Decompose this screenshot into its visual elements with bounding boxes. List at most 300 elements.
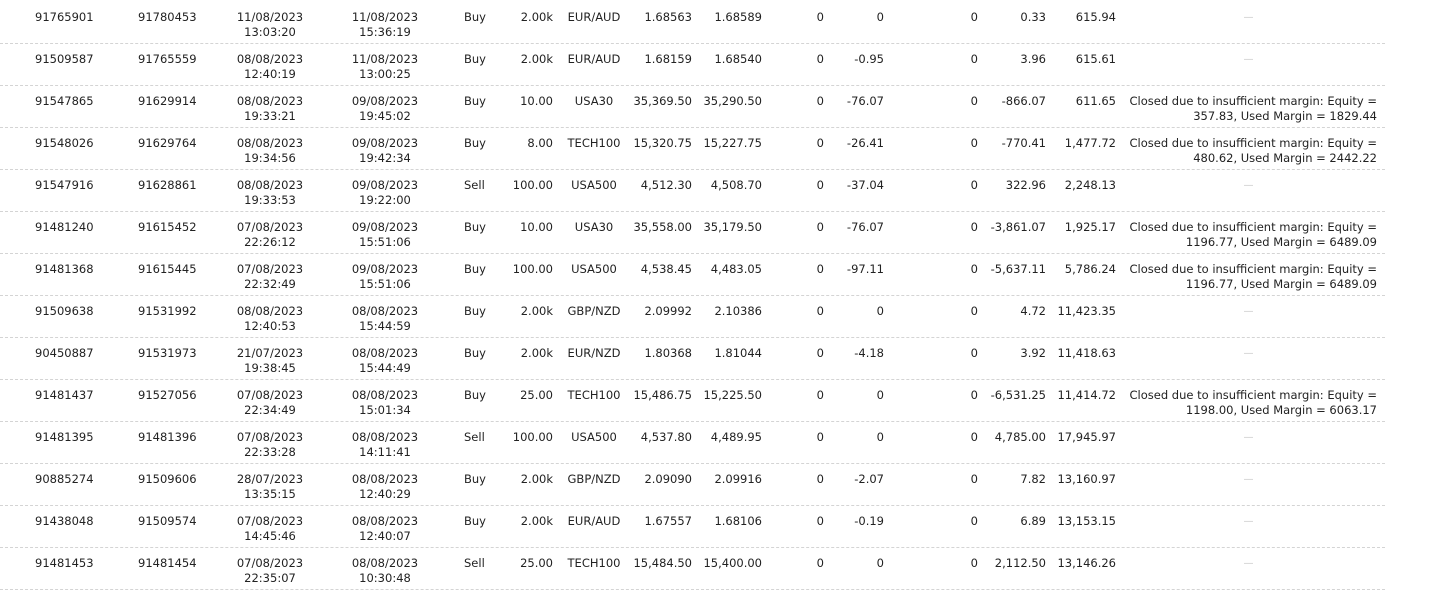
close-date-text: 08/08/2023: [351, 556, 419, 570]
close-time-text: 15:36:19: [359, 25, 411, 39]
swap: 0: [876, 430, 884, 444]
volume: 2.00k: [520, 514, 553, 528]
volume: 100.00: [512, 430, 553, 444]
comment-empty-dash: —: [1243, 306, 1254, 317]
symbol: EUR/NZD: [567, 346, 621, 360]
symbol: USA500: [571, 262, 617, 276]
commission: 0: [816, 10, 824, 24]
symbol: USA30: [574, 94, 614, 108]
close-price: 4,483.05: [710, 262, 762, 276]
comment: [1120, 556, 1377, 571]
open-price: 15,486.75: [633, 388, 692, 402]
table-row[interactable]: [0, 296, 1385, 338]
profit: 4.72: [1020, 304, 1046, 318]
order-id: 91765901: [35, 10, 94, 24]
order-id: 91509638: [35, 304, 94, 318]
comment: [1120, 388, 1377, 418]
comment-empty-dash: —: [1243, 432, 1254, 443]
balance: 1,477.72: [1064, 136, 1116, 150]
swap: -97.11: [846, 262, 884, 276]
comment: [1120, 304, 1377, 319]
open-time: [220, 556, 320, 586]
symbol: EUR/AUD: [567, 514, 621, 528]
open-time-text: 14:45:46: [244, 529, 296, 543]
close-date-text: 09/08/2023: [351, 94, 419, 108]
open-date-text: 07/08/2023: [236, 388, 304, 402]
open-time: [220, 472, 320, 502]
close-time-text: 15:01:34: [359, 403, 411, 417]
tax: 0: [970, 52, 978, 66]
swap: -2.07: [854, 472, 884, 486]
table-row[interactable]: [0, 338, 1385, 380]
trade-side: Buy: [464, 472, 486, 486]
open-time-text: 22:33:28: [244, 445, 296, 459]
order-id: 91481453: [35, 556, 94, 570]
open-price: 4,512.30: [640, 178, 692, 192]
close-price: 15,225.50: [703, 388, 762, 402]
order-id: 90450887: [35, 346, 94, 360]
table-row[interactable]: [0, 548, 1385, 590]
open-time: [220, 430, 320, 460]
commission: 0: [816, 388, 824, 402]
comment-line-1: Closed due to insufficient margin: Equity =: [1129, 262, 1377, 276]
commission: 0: [816, 556, 824, 570]
order-id: 91481395: [35, 430, 94, 444]
close-time: [339, 430, 431, 460]
trade-side: Buy: [464, 94, 486, 108]
profit: 7.82: [1020, 472, 1046, 486]
table-row[interactable]: [0, 464, 1385, 506]
close-time-text: 13:00:25: [359, 67, 411, 81]
close-price: 1.68589: [714, 10, 762, 24]
table-row[interactable]: [0, 254, 1385, 296]
profit: 3.96: [1020, 52, 1046, 66]
symbol: EUR/AUD: [567, 52, 621, 66]
tax: 0: [970, 430, 978, 444]
balance: 2,248.13: [1064, 178, 1116, 192]
table-row[interactable]: [0, 44, 1385, 86]
comment-empty-dash: —: [1243, 474, 1254, 485]
open-date-text: 07/08/2023: [236, 220, 304, 234]
swap: 0: [876, 388, 884, 402]
commission: 0: [816, 514, 824, 528]
volume: 100.00: [512, 262, 553, 276]
commission: 0: [816, 346, 824, 360]
open-time: [220, 220, 320, 250]
swap: 0: [876, 304, 884, 318]
position-id: 91615445: [138, 262, 197, 276]
table-row[interactable]: [0, 2, 1385, 44]
open-price: 4,537.80: [640, 430, 692, 444]
close-date-text: 09/08/2023: [351, 178, 419, 192]
comment-line-1: Closed due to insufficient margin: Equity =: [1129, 136, 1377, 150]
open-time-text: 22:26:12: [244, 235, 296, 249]
volume: 8.00: [527, 136, 553, 150]
tax: 0: [970, 388, 978, 402]
table-row[interactable]: [0, 170, 1385, 212]
volume: 2.00k: [520, 346, 553, 360]
commission: 0: [816, 304, 824, 318]
volume: 10.00: [520, 220, 553, 234]
close-time-text: 19:42:34: [359, 151, 411, 165]
open-time-text: 19:33:53: [244, 193, 296, 207]
close-time-text: 10:30:48: [359, 571, 411, 585]
volume: 10.00: [520, 94, 553, 108]
open-date-text: 11/08/2023: [236, 10, 304, 24]
open-price: 2.09992: [644, 304, 692, 318]
open-date-text: 08/08/2023: [236, 304, 304, 318]
balance: 11,414.72: [1057, 388, 1116, 402]
position-id: 91509574: [138, 514, 197, 528]
open-time: [220, 10, 320, 40]
volume: 2.00k: [520, 472, 553, 486]
open-price: 35,369.50: [633, 94, 692, 108]
position-id: 91629914: [138, 94, 197, 108]
close-price: 2.10386: [714, 304, 762, 318]
comment: [1120, 52, 1377, 67]
open-price: 2.09090: [644, 472, 692, 486]
order-id: 91509587: [35, 52, 94, 66]
close-price: 1.68106: [714, 514, 762, 528]
tax: 0: [970, 346, 978, 360]
trade-side: Buy: [464, 388, 486, 402]
symbol: USA500: [571, 430, 617, 444]
order-id: 91548026: [35, 136, 94, 150]
comment: [1120, 178, 1377, 193]
swap: -26.41: [846, 136, 884, 150]
profit: -866.07: [1001, 94, 1046, 108]
table-row[interactable]: [0, 128, 1385, 170]
commission: 0: [816, 262, 824, 276]
comment-empty-dash: —: [1243, 12, 1254, 23]
open-time-text: 19:34:56: [244, 151, 296, 165]
comment: [1120, 430, 1377, 445]
open-price: 4,538.45: [640, 262, 692, 276]
close-time: [339, 178, 431, 208]
tax: 0: [970, 178, 978, 192]
close-time: [339, 514, 431, 544]
open-date-text: 07/08/2023: [236, 556, 304, 570]
balance: 615.94: [1075, 10, 1116, 24]
position-id: 91481454: [138, 556, 197, 570]
close-time-text: 12:40:07: [359, 529, 411, 543]
comment-line-1: Closed due to insufficient margin: Equity =: [1129, 220, 1377, 234]
comment-line-2: 357.83, Used Margin = 1829.44: [1193, 109, 1377, 123]
balance: 1,925.17: [1064, 220, 1116, 234]
comment: [1120, 472, 1377, 487]
open-price: 1.68159: [644, 52, 692, 66]
close-time: [339, 94, 431, 124]
comment-empty-dash: —: [1243, 348, 1254, 359]
swap: -4.18: [854, 346, 884, 360]
close-date-text: 11/08/2023: [351, 52, 419, 66]
open-date-text: 08/08/2023: [236, 136, 304, 150]
close-date-text: 09/08/2023: [351, 262, 419, 276]
comment-empty-dash: —: [1243, 558, 1254, 569]
swap: -0.95: [854, 52, 884, 66]
symbol: USA500: [571, 178, 617, 192]
trade-history-table: [0, 2, 1385, 590]
commission: 0: [816, 220, 824, 234]
table-row[interactable]: [0, 506, 1385, 548]
profit: 0.33: [1020, 10, 1046, 24]
balance: 5,786.24: [1064, 262, 1116, 276]
trade-side: Buy: [464, 136, 486, 150]
open-price: 15,320.75: [633, 136, 692, 150]
close-price: 4,489.95: [710, 430, 762, 444]
comment-empty-dash: —: [1243, 180, 1254, 191]
open-time: [220, 136, 320, 166]
close-date-text: 11/08/2023: [351, 10, 419, 24]
open-time: [220, 262, 320, 292]
open-time-text: 22:32:49: [244, 277, 296, 291]
comment-line-1: Closed due to insufficient margin: Equity =: [1129, 388, 1377, 402]
tax: 0: [970, 304, 978, 318]
balance: 13,153.15: [1057, 514, 1116, 528]
close-price: 35,179.50: [703, 220, 762, 234]
comment-line-2: 1198.00, Used Margin = 6063.17: [1185, 403, 1377, 417]
symbol: USA30: [574, 220, 614, 234]
close-date-text: 09/08/2023: [351, 136, 419, 150]
close-time: [339, 388, 431, 418]
open-date-text: 28/07/2023: [236, 472, 304, 486]
balance: 17,945.97: [1057, 430, 1116, 444]
tax: 0: [970, 94, 978, 108]
table-row[interactable]: [0, 422, 1385, 464]
open-time-text: 22:34:49: [244, 403, 296, 417]
open-time-text: 13:35:15: [244, 487, 296, 501]
commission: 0: [816, 94, 824, 108]
open-date-text: 07/08/2023: [236, 514, 304, 528]
open-time: [220, 52, 320, 82]
close-price: 2.09916: [714, 472, 762, 486]
close-price: 1.68540: [714, 52, 762, 66]
open-date-text: 07/08/2023: [236, 262, 304, 276]
position-id: 91629764: [138, 136, 197, 150]
open-price: 35,558.00: [633, 220, 692, 234]
position-id: 91481396: [138, 430, 197, 444]
close-time-text: 15:51:06: [359, 277, 411, 291]
close-time-text: 15:44:59: [359, 319, 411, 333]
swap: -76.07: [846, 94, 884, 108]
close-price: 15,227.75: [703, 136, 762, 150]
comment: [1120, 262, 1377, 292]
open-price: 15,484.50: [633, 556, 692, 570]
close-date-text: 08/08/2023: [351, 304, 419, 318]
close-time: [339, 346, 431, 376]
order-id: 91547916: [35, 178, 94, 192]
comment: [1120, 220, 1377, 250]
close-time-text: 12:40:29: [359, 487, 411, 501]
position-id: 91509606: [138, 472, 197, 486]
commission: 0: [816, 430, 824, 444]
open-date-text: 07/08/2023: [236, 430, 304, 444]
order-id: 91481240: [35, 220, 94, 234]
close-time: [339, 472, 431, 502]
close-time: [339, 220, 431, 250]
balance: 13,146.26: [1057, 556, 1116, 570]
comment-line-2: 480.62, Used Margin = 2442.22: [1193, 151, 1377, 165]
close-date-text: 08/08/2023: [351, 430, 419, 444]
trade-side: Sell: [464, 556, 485, 570]
comment-empty-dash: —: [1243, 54, 1254, 65]
balance: 11,418.63: [1057, 346, 1116, 360]
close-date-text: 08/08/2023: [351, 472, 419, 486]
close-time: [339, 304, 431, 334]
open-time-text: 13:03:20: [244, 25, 296, 39]
open-time-text: 19:33:21: [244, 109, 296, 123]
open-date-text: 08/08/2023: [236, 52, 304, 66]
table-row[interactable]: [0, 380, 1385, 422]
balance: 611.65: [1075, 94, 1116, 108]
open-time-text: 12:40:53: [244, 319, 296, 333]
comment-empty-dash: —: [1243, 516, 1254, 527]
profit: 2,112.50: [994, 556, 1046, 570]
tax: 0: [970, 556, 978, 570]
profit: 4,785.00: [994, 430, 1046, 444]
close-time-text: 14:11:41: [359, 445, 411, 459]
profit: 3.92: [1020, 346, 1046, 360]
trade-side: Buy: [464, 346, 486, 360]
open-time: [220, 304, 320, 334]
profit: -770.41: [1001, 136, 1046, 150]
profit: -6,531.25: [990, 388, 1046, 402]
open-price: 1.68563: [644, 10, 692, 24]
balance: 615.61: [1075, 52, 1116, 66]
volume: 2.00k: [520, 304, 553, 318]
tax: 0: [970, 136, 978, 150]
trade-side: Buy: [464, 514, 486, 528]
comment: [1120, 10, 1377, 25]
close-date-text: 08/08/2023: [351, 514, 419, 528]
table-row[interactable]: [0, 212, 1385, 254]
profit: -3,861.07: [990, 220, 1046, 234]
swap: 0: [876, 556, 884, 570]
open-time: [220, 346, 320, 376]
tax: 0: [970, 220, 978, 234]
commission: 0: [816, 472, 824, 486]
close-time: [339, 136, 431, 166]
open-date-text: 21/07/2023: [236, 346, 304, 360]
order-id: 91481368: [35, 262, 94, 276]
volume: 2.00k: [520, 10, 553, 24]
close-time: [339, 52, 431, 82]
close-time-text: 19:45:02: [359, 109, 411, 123]
close-time-text: 19:22:00: [359, 193, 411, 207]
table-row[interactable]: [0, 86, 1385, 128]
position-id: 91765559: [138, 52, 197, 66]
close-time: [339, 262, 431, 292]
swap: -76.07: [846, 220, 884, 234]
open-time: [220, 94, 320, 124]
profit: 322.96: [1005, 178, 1046, 192]
position-id: 91628861: [138, 178, 197, 192]
trade-side: Buy: [464, 10, 486, 24]
balance: 13,160.97: [1057, 472, 1116, 486]
open-time: [220, 514, 320, 544]
open-price: 1.67557: [644, 514, 692, 528]
tax: 0: [970, 262, 978, 276]
comment: [1120, 94, 1377, 124]
open-time-text: 22:35:07: [244, 571, 296, 585]
position-id: 91531973: [138, 346, 197, 360]
balance: 11,423.35: [1057, 304, 1116, 318]
swap: -0.19: [854, 514, 884, 528]
open-date-text: 08/08/2023: [236, 94, 304, 108]
comment-line-2: 1196.77, Used Margin = 6489.09: [1185, 277, 1377, 291]
symbol: TECH100: [567, 388, 621, 402]
comment-line-1: Closed due to insufficient margin: Equity =: [1129, 94, 1377, 108]
symbol: TECH100: [567, 136, 621, 150]
close-price: 1.81044: [714, 346, 762, 360]
volume: 25.00: [520, 388, 553, 402]
open-time: [220, 178, 320, 208]
tax: 0: [970, 472, 978, 486]
open-date-text: 08/08/2023: [236, 178, 304, 192]
trade-side: Sell: [464, 178, 485, 192]
swap: 0: [876, 10, 884, 24]
trade-side: Sell: [464, 430, 485, 444]
close-price: 35,290.50: [703, 94, 762, 108]
commission: 0: [816, 136, 824, 150]
order-id: 90885274: [35, 472, 94, 486]
open-price: 1.80368: [644, 346, 692, 360]
comment-line-2: 1196.77, Used Margin = 6489.09: [1185, 235, 1377, 249]
position-id: 91527056: [138, 388, 197, 402]
open-time-text: 12:40:19: [244, 67, 296, 81]
close-date-text: 08/08/2023: [351, 388, 419, 402]
open-time: [220, 388, 320, 418]
volume: 25.00: [520, 556, 553, 570]
comment: [1120, 514, 1377, 529]
close-price: 4,508.70: [710, 178, 762, 192]
trade-side: Buy: [464, 52, 486, 66]
volume: 2.00k: [520, 52, 553, 66]
open-time-text: 19:38:45: [244, 361, 296, 375]
profit: 6.89: [1020, 514, 1046, 528]
symbol: TECH100: [567, 556, 621, 570]
order-id: 91438048: [35, 514, 94, 528]
tax: 0: [970, 10, 978, 24]
volume: 100.00: [512, 178, 553, 192]
position-id: 91531992: [138, 304, 197, 318]
close-time: [339, 10, 431, 40]
order-id: 91481437: [35, 388, 94, 402]
trade-side: Buy: [464, 220, 486, 234]
swap: -37.04: [846, 178, 884, 192]
trade-side: Buy: [464, 262, 486, 276]
close-time-text: 15:51:06: [359, 235, 411, 249]
commission: 0: [816, 52, 824, 66]
comment: [1120, 346, 1377, 361]
close-time-text: 15:44:49: [359, 361, 411, 375]
position-id: 91780453: [138, 10, 197, 24]
comment: [1120, 136, 1377, 166]
close-price: 15,400.00: [703, 556, 762, 570]
commission: 0: [816, 178, 824, 192]
tax: 0: [970, 514, 978, 528]
symbol: EUR/AUD: [567, 10, 621, 24]
profit: -5,637.11: [990, 262, 1046, 276]
close-time: [339, 556, 431, 586]
symbol: GBP/NZD: [567, 472, 621, 486]
trade-side: Buy: [464, 304, 486, 318]
close-date-text: 09/08/2023: [351, 220, 419, 234]
symbol: GBP/NZD: [567, 304, 621, 318]
close-date-text: 08/08/2023: [351, 346, 419, 360]
order-id: 91547865: [35, 94, 94, 108]
position-id: 91615452: [138, 220, 197, 234]
